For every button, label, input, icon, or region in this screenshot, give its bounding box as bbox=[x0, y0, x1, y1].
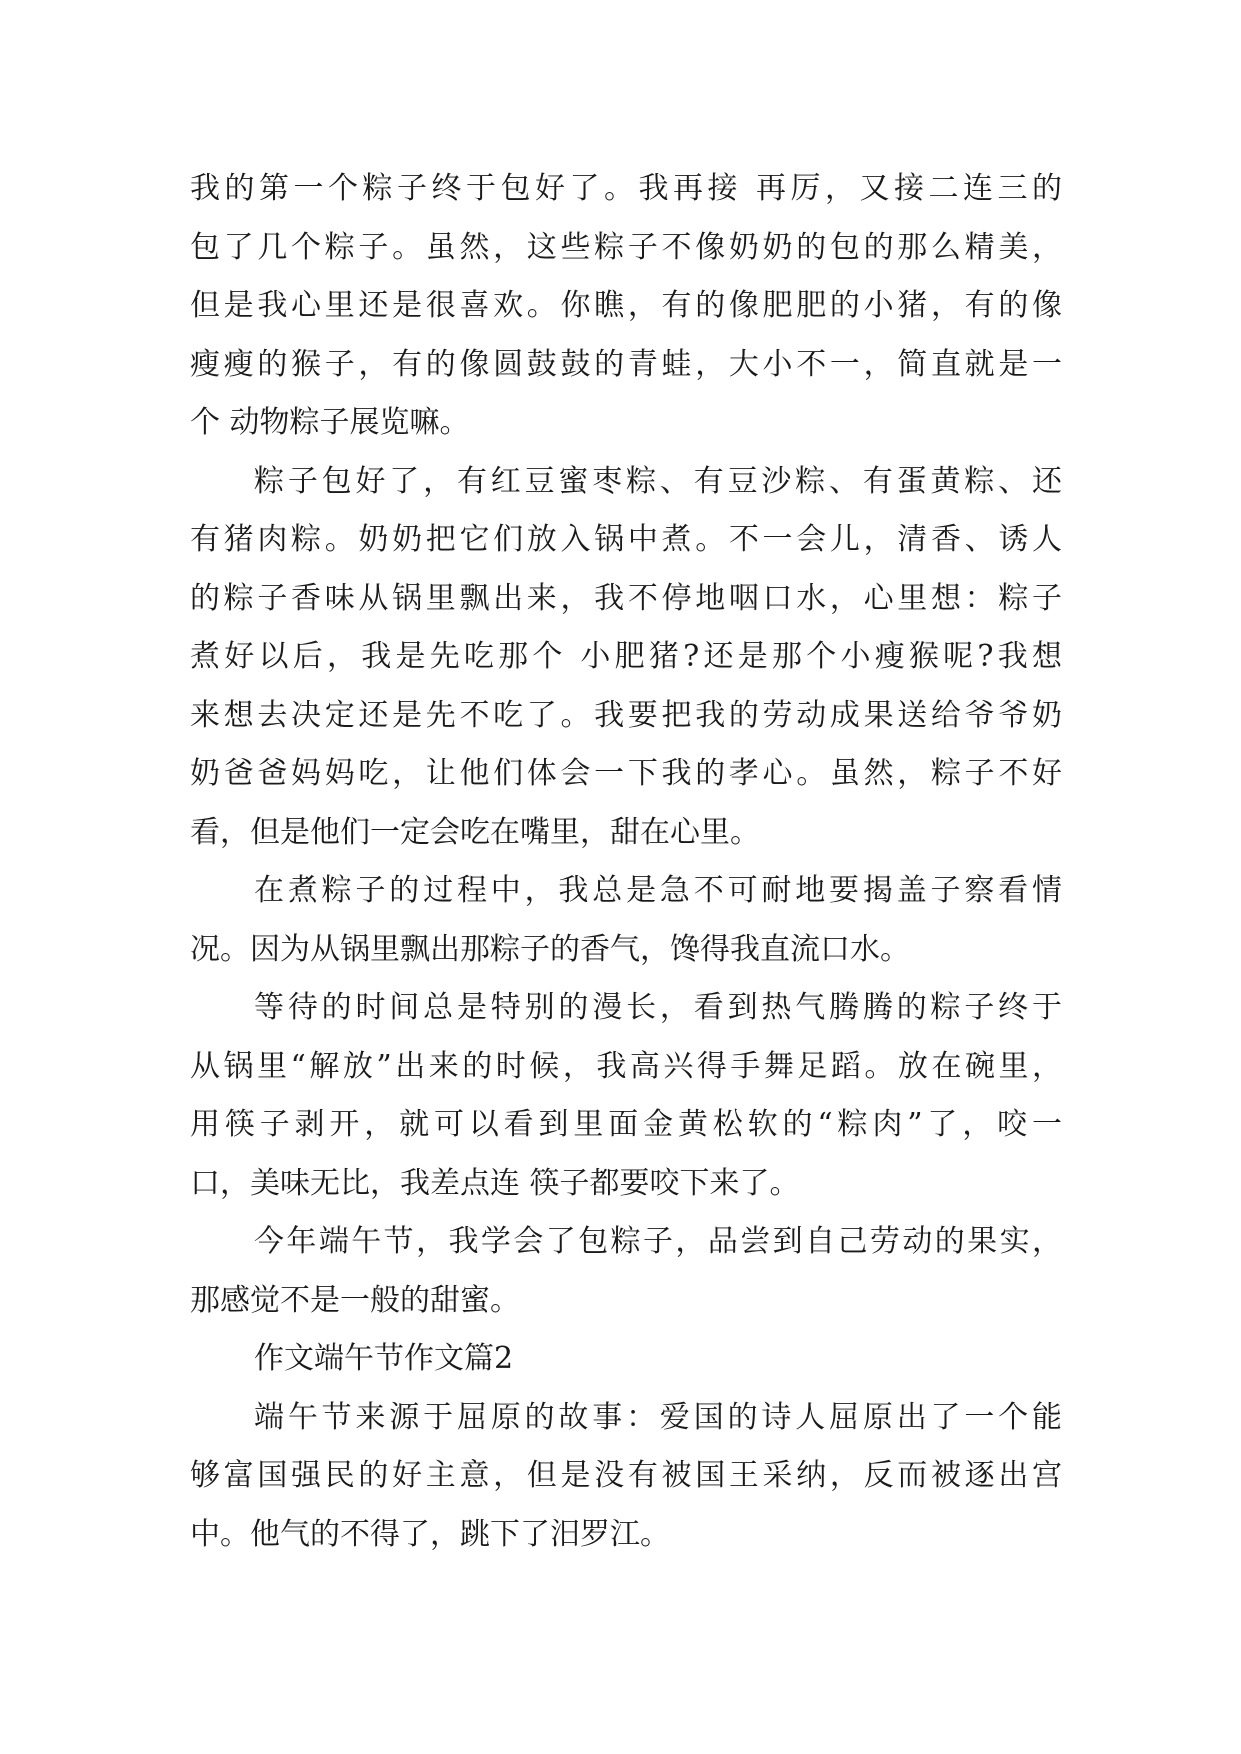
paragraph-2 bbox=[190, 453, 1062, 863]
paragraph-line: 奶爸爸妈妈吃，让他们体会一下我的孝心。虽然，粽子不好 bbox=[190, 756, 1062, 791]
paragraph-line: 包了几个粽子。虽然，这些粽子不像奶奶的包的那么精美， bbox=[190, 229, 1062, 265]
paragraph-6 bbox=[190, 1389, 1062, 1565]
document-body bbox=[190, 160, 1062, 1564]
paragraph-line: 等待的时间总是特别的漫长，看到热气腾腾的粽子终于 bbox=[254, 990, 1062, 1025]
paragraph-4 bbox=[190, 979, 1062, 1213]
section-heading bbox=[190, 1330, 1062, 1389]
paragraph-line: 够富国强民的好主意，但是没有被国王采纳，反而被逐出宫 bbox=[190, 1458, 1062, 1493]
paragraph-line: 中。他气的不得了，跳下了汨罗江。 bbox=[190, 1516, 670, 1552]
paragraph-line: 那感觉不是一般的甜蜜。 bbox=[190, 1282, 520, 1318]
paragraph-line: 粽子包好了，有红豆蜜枣粽、有豆沙粽、有蛋黄粽、还 bbox=[254, 463, 1062, 499]
essay-title: 作文端午节作文篇2 bbox=[254, 1341, 514, 1376]
paragraph-line: 来想去决定还是先不吃了。我要把我的劳动成果送给爷爷奶 bbox=[190, 697, 1062, 733]
paragraph-line: 端午节来源于屈原的故事：爱国的诗人屈原出了一个能 bbox=[254, 1399, 1062, 1435]
paragraph-line: 的粽子香味从锅里飘出来，我不停地咽口水，心里想：粽子 bbox=[190, 580, 1062, 616]
paragraph-line: 从锅里“解放”出来的时候，我高兴得手舞足蹈。放在碗里， bbox=[190, 1048, 1062, 1084]
paragraph-line: 瘦瘦的猴子，有的像圆鼓鼓的青蛙，大小不一，简直就是一 bbox=[190, 346, 1062, 382]
paragraph-line: 在煮粽子的过程中，我总是急不可耐地要揭盖子察看情 bbox=[254, 873, 1062, 908]
paragraph-line: 今年端午节，我学会了包粽子，品尝到自己劳动的果实， bbox=[254, 1224, 1062, 1259]
paragraph-line: 看，但是他们一定会吃在嘴里，甜在心里。 bbox=[190, 814, 760, 850]
paragraph-5 bbox=[190, 1213, 1062, 1330]
paragraph-line: 煮好以后，我是先吃那个 小肥猪?还是那个小瘦猴呢?我想 bbox=[190, 639, 1062, 674]
paragraph-line: 用筷子剥开，就可以看到里面金黄松软的“粽肉”了，咬一 bbox=[190, 1107, 1062, 1142]
paragraph-line: 有猪肉粽。奶奶把它们放入锅中煮。不一会儿，清香、诱人 bbox=[190, 522, 1062, 557]
paragraph-line: 口，美味无比，我差点连 筷子都要咬下来了。 bbox=[190, 1165, 800, 1201]
paragraph-line: 但是我心里还是很喜欢。你瞧，有的像肥肥的小猪，有的像 bbox=[190, 288, 1062, 323]
paragraph-line: 个 动物粽子展览嘛。 bbox=[190, 405, 470, 440]
paragraph-3 bbox=[190, 862, 1062, 979]
paragraph-line: 我的第一个粽子终于包好了。我再接 再厉，又接二连三的 bbox=[190, 171, 1062, 206]
paragraph-1 bbox=[190, 160, 1062, 453]
paragraph-line: 况。因为从锅里飘出那粽子的香气，馋得我直流口水。 bbox=[190, 931, 910, 967]
